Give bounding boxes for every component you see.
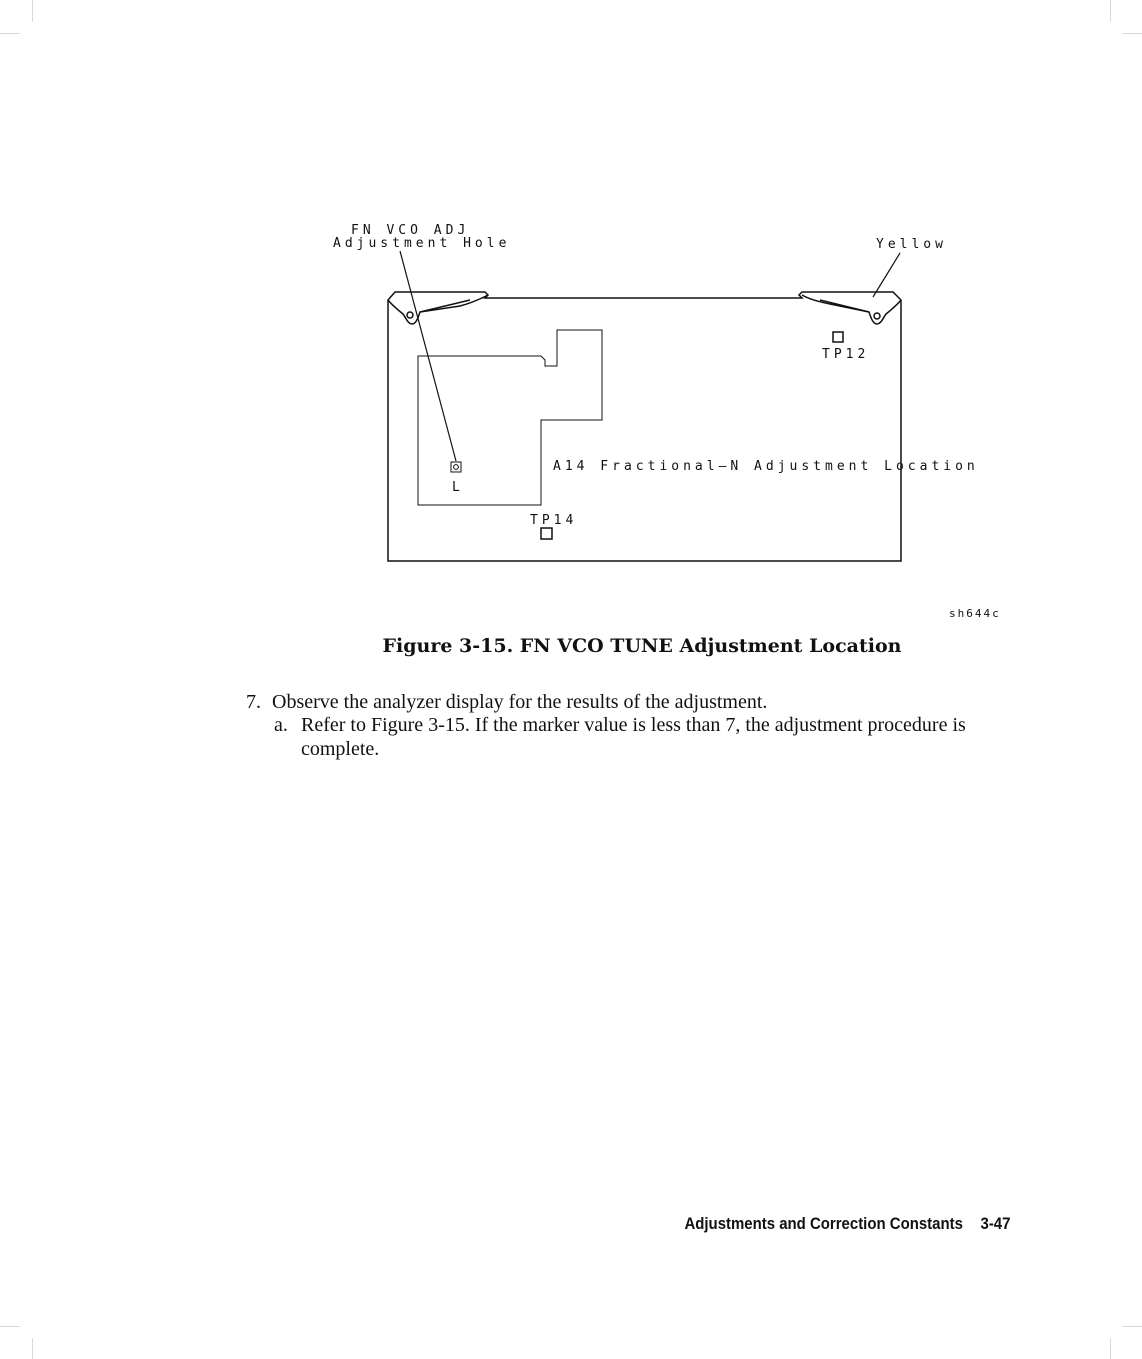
- figure-caption: Figure 3-15. FN VCO TUNE Adjustment Location: [382, 635, 902, 657]
- tp14-label: TP14: [530, 513, 578, 528]
- tp14-square: [541, 528, 552, 539]
- yellow-leader: [873, 253, 900, 297]
- page-number: 3-47: [980, 1214, 1010, 1233]
- page-footer: [684, 1214, 1010, 1234]
- crop-mark: [1122, 1326, 1142, 1327]
- l-component: [451, 462, 461, 472]
- crop-mark: [32, 1338, 33, 1359]
- step-text: Observe the analyzer display for the results of the adjustment.: [272, 691, 768, 713]
- section-title: Adjustments and Correction Constants: [684, 1214, 963, 1233]
- fn-vco-adj-label: FN VCO ADJ: [351, 223, 470, 238]
- step-7: [246, 690, 767, 714]
- shield-outline: [418, 330, 602, 505]
- crop-mark: [1110, 1338, 1111, 1359]
- board-diagram: [0, 0, 1142, 640]
- yellow-label: Yellow: [876, 237, 947, 252]
- substep-text: Refer to Figure 3-15. If the marker value is less than 7, the adjustment procedure is complete.: [301, 714, 966, 760]
- crop-mark: [0, 1326, 20, 1327]
- adjustment-hole-label: Adjustment Hole: [333, 236, 511, 251]
- tp12-label: TP12: [822, 347, 870, 362]
- step-number: 7.: [246, 691, 261, 713]
- right-clip: [802, 295, 901, 324]
- board-outline: [388, 292, 901, 561]
- left-clip: [388, 295, 488, 324]
- substep-letter: a.: [274, 714, 288, 736]
- l-label: L: [452, 480, 464, 495]
- substep-a: [274, 713, 994, 761]
- board-location-label: A14 Fractional—N Adjustment Location: [553, 459, 979, 474]
- figure-id-label: sh644c: [949, 607, 1001, 620]
- tp12-square: [833, 332, 843, 342]
